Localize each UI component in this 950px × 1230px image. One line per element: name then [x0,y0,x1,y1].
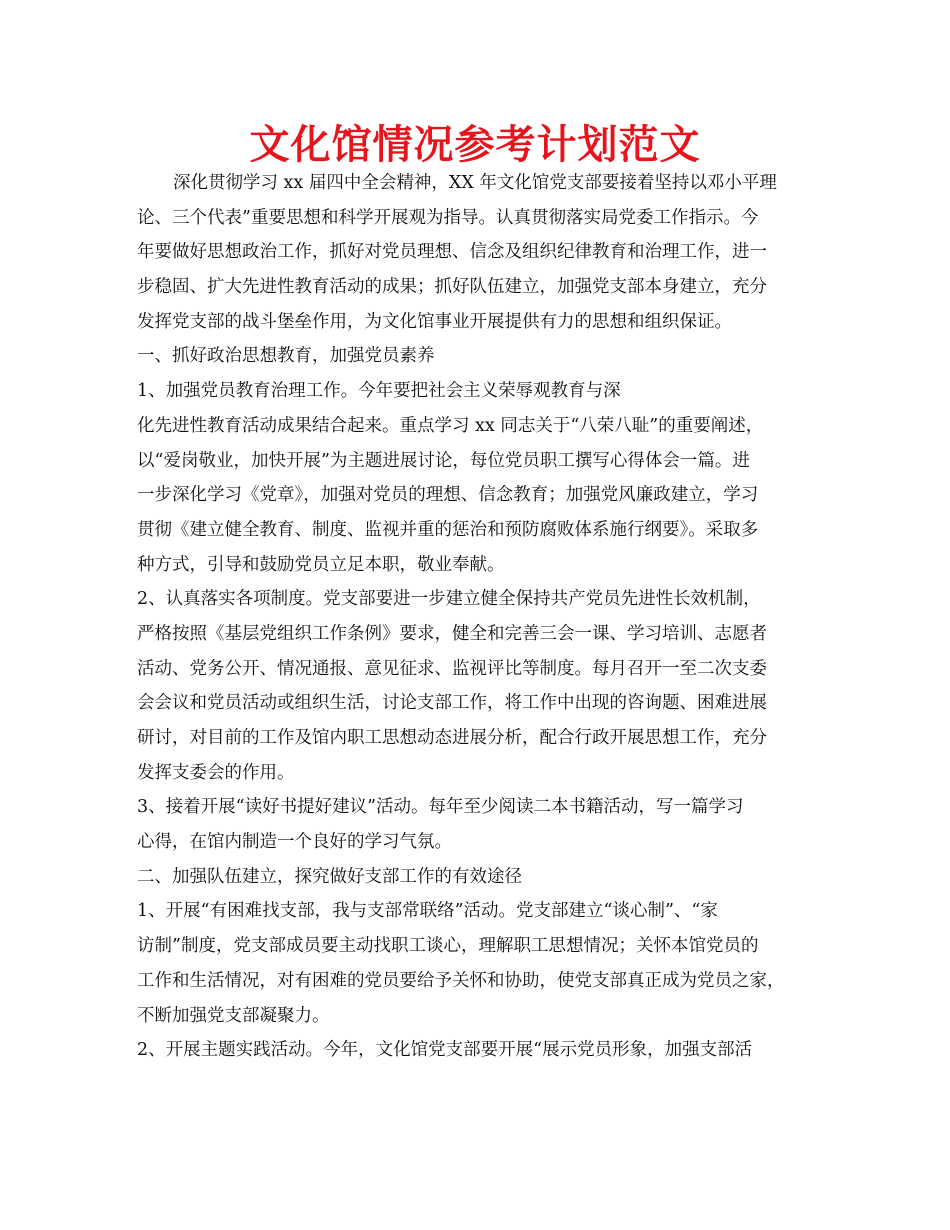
body-line: 步稳固、扩大先进性教育活动的成果；抓好队伍建立，加强党支部本身建立，充分 [137,277,767,298]
body-line: 会会议和党员活动或组织生活，讨论支部工作，将工作中出现的咨询题、困难进展 [137,693,767,714]
document-body [137,166,817,1068]
body-line: 一步深化学习《党章》，加强对党员的理想、信念教育；加强党风廉政建立，学习 [137,485,759,506]
body-line: 2、认真落实各项制度。党支部要进一步建立健全保持共产党员先进性长效机制， [137,589,761,610]
body-line: 不断加强党支部凝聚力。 [137,1005,330,1026]
body-line: 化先进性教育活动成果结合起来。重点学习 xx 同志关于“八荣八耻”的重要阐述， [137,415,764,436]
body-line: 种方式，引导和鼓励党员立足本职，敬业奉献。 [137,554,505,575]
body-line: 1、加强党员教育治理工作。今年要把社会主义荣辱观教育与深 [137,381,621,402]
body-line: 1、开展“有困难找支部，我与支部常联络”活动。党支部建立“谈心制”、“家 [137,901,718,922]
body-line: 活动、党务公开、情况通报、意见征求、监视评比等制度。每月召开一至二次支委 [137,658,767,679]
body-line: 3、接着开展“读好书提好建议”活动。每年至少阅读二本书籍活动，写一篇学习 [137,797,744,818]
body-line: 研讨，对目前的工作及馆内职工思想动态进展分析，配合行政开展思想工作，充分 [137,728,767,748]
body-line: 深化贯彻学习 xx 届四中全会精神，XX 年文化馆党支部要接着坚持以邓小平理 [173,173,777,193]
body-line: 严格按照《基层党组织工作条例》要求，健全和完善三会一课、学习培训、志愿者 [137,623,767,644]
section-heading: 一、抓好政治思想教育，加强党员素养 [137,346,435,367]
body-line: 心得，在馆内制造一个良好的学习气氛。 [137,832,452,853]
body-line: 论、三个代表”重要思想和科学开展观为指导。认真贯彻落实局党委工作指示。今 [137,207,759,228]
body-line: 2、开展主题实践活动。今年，文化馆党支部要开展“展示党员形象，加强支部活 [137,1040,753,1061]
body-line: 发挥党支部的战斗堡垒作用，为文化馆事业开展提供有力的思想和组织保证。 [137,311,732,332]
body-line: 以“爱岗敬业，加快开展”为主题进展讨论，每位党员职工撰写心得体会一篇。进 [137,450,750,471]
body-line: 贯彻《建立健全教育、制度、监视并重的惩治和预防腐败体系施行纲要》。采取多 [137,519,759,540]
section-heading: 二、加强队伍建立，探究做好支部工作的有效途径 [137,866,522,887]
body-line: 年要做好思想政治工作，抓好对党员理想、信念及组织纪律教育和治理工作，进一 [137,242,767,263]
document-title: 文化馆情况参考计划范文 [249,122,701,168]
body-line: 发挥支委会的作用。 [137,762,295,783]
body-line: 访制”制度，党支部成员要主动找职工谈心，理解职工思想情况；关怀本馆党员的 [137,936,759,957]
body-line: 工作和生活情况，对有困难的党员要给予关怀和协助，使党支部真正成为党员之家， [137,970,785,991]
